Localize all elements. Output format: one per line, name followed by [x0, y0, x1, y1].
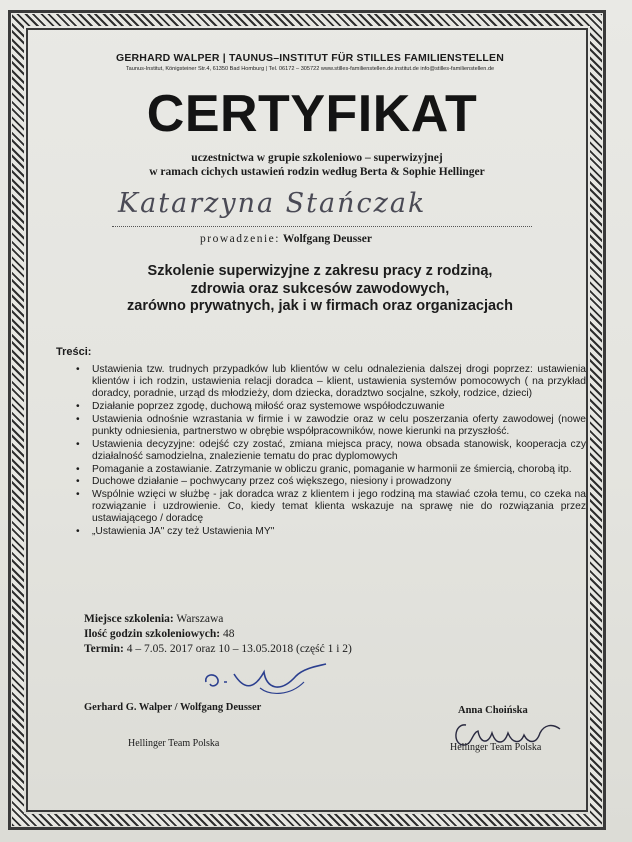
- certificate-title: CERTYFIKAT: [146, 85, 478, 143]
- signer-right: Anna Choińska: [458, 705, 528, 716]
- place-label: Miejsce szkolenia:: [84, 613, 174, 625]
- signature-walper-deusser: [200, 660, 330, 700]
- course-line-2: zdrowia oraz sukcesów zawodowych,: [190, 280, 450, 297]
- place-row: [84, 612, 352, 627]
- course-line-1: Szkolenie superwizyjne z zakresu pracy z rodziną,: [147, 263, 493, 279]
- institute-address: Taunus-Institut, Königsteiner Str.4, 61350 Bad Homburg | Tel. 06172 – 305722 www.stilles-familienstellen.de.institut.de info@stilles-familienstellen.de: [125, 66, 495, 72]
- contents-list: [76, 364, 586, 539]
- list-item: • Ustawienia decyzyjne: odejść czy zostać, zmiana miejsca pracy, nowa obsada stanowisk, kooperacja czy działalność samodzielna, znalezienie tematu do prac dyplomowych: [76, 439, 586, 463]
- certificate-subtitle: [60, 151, 574, 179]
- instructor-label: prowadzenie:: [200, 233, 280, 245]
- team-right: Hellinger Team Polska: [450, 742, 542, 753]
- instructor-name: Wolfgang Deusser: [282, 233, 372, 245]
- list-item: • „Ustawienia JA" czy też Ustawienia MY": [76, 526, 586, 538]
- list-item: • Duchowe działanie – pochwycany przez coś większego, niesiony i prowadzony: [76, 476, 586, 488]
- list-item: • Działanie poprzez zgodę, duchową miłość oraz systemowe współodczuwanie: [76, 401, 586, 413]
- instructor-line: [200, 233, 372, 245]
- training-details: [84, 612, 352, 657]
- hours-label: Ilość godzin szkoleniowych:: [84, 628, 221, 640]
- course-line-3: zarówno prywatnych, jak i w firmach oraz organizacjach: [127, 298, 513, 314]
- institute-header: [50, 52, 570, 72]
- contents-heading: Treści:: [56, 346, 92, 358]
- team-left: Hellinger Team Polska: [128, 738, 220, 749]
- list-item: • Ustawienia tzw. trudnych przypadków lub klientów w celu odnalezienia dalszej drogi poprzez: ustawienia klientów i ich rodzin, ustawienia relacji doradca – klient, ustawienia systemów pomocowych ( na przykład doradcy, poradnie, urząd ds młodzieży, dom dziecka, doradztwo socjalne, szkoły, rodzice, dzieci): [76, 364, 586, 401]
- name-dotted-line: [112, 226, 532, 227]
- term-row: [84, 642, 352, 657]
- signers-left: Gerhard G. Walper / Wolfgang Deusser: [84, 702, 262, 713]
- list-item: • Pomaganie a zostawianie. Zatrzymanie w obliczu granic, pomaganie w harmonii ze śmiercią, chorobą itp.: [76, 464, 586, 476]
- institute-name: GERHARD WALPER | TAUNUS–INSTITUT FÜR STILLES FAMILIENSTELLEN: [115, 52, 505, 64]
- subtitle-line-1: uczestnictwa w grupie szkoleniowo – superwizyjnej: [191, 152, 443, 164]
- list-item: • Ustawienia odnośnie wzrastania w firmie i w zawodzie oraz w celu poszerzania oferty zawodowej (nowe punkty odniesienia, partnerstwo w obrębie współpracowników, nowe kierunki na przyszłość.: [76, 414, 586, 438]
- list-item: • Wspólnie wzięci w służbę - jak doradca wraz z klientem i jego rodziną ma stawiać czoła temu, co czeka na rozwiązanie i uzdrowienie. Co, kiedy temat klienta wskazuje na sprawę nie do rozwiązania przez ustawiającego / doradcę: [76, 489, 586, 526]
- participant-name: Katarzyna Stańczak: [118, 188, 427, 219]
- place-value: Warszawa: [176, 613, 224, 625]
- hours-row: [84, 627, 352, 642]
- subtitle-line-2: w ramach cichych ustawień rodzin według Berta & Sophie Hellinger: [149, 166, 485, 178]
- course-title: [80, 263, 560, 316]
- term-label: Termin:: [84, 643, 124, 655]
- term-value: 4 – 7.05. 2017 oraz 10 – 13.05.2018 (część 1 i 2): [126, 643, 352, 655]
- hours-value: 48: [222, 628, 235, 640]
